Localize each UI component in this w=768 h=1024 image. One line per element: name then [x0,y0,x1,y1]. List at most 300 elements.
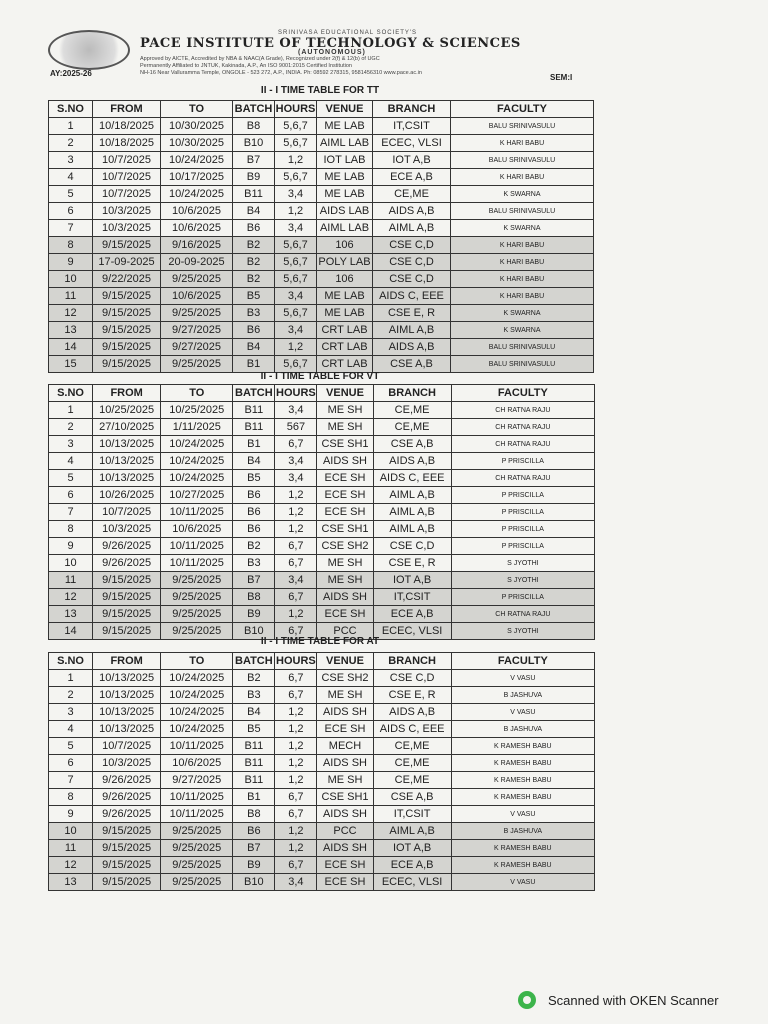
table-cell: 1,2 [275,606,317,623]
table-cell: B8 [233,806,275,823]
table-row [49,755,595,772]
table-cell: ECE SH [317,606,373,623]
table-cell: 10/7/2025 [93,504,161,521]
column-header: HOURS [275,385,317,402]
table-cell: 8 [49,789,93,806]
table-cell: 10/25/2025 [93,402,161,419]
table-cell: AIDS SH [317,453,373,470]
table-cell: CRT LAB [317,356,373,373]
column-header: BRANCH [373,101,451,118]
column-header: FROM [93,101,161,118]
table-cell: 14 [49,339,93,356]
table-cell: ME SH [317,572,373,589]
table-cell: 9/22/2025 [93,271,161,288]
table-cell: 1,2 [275,840,317,857]
academic-year: AY:2025-26 [50,69,92,78]
column-header: S.NO [49,101,93,118]
society-name: SRINIVASA EDUCATIONAL SOCIETY'S [278,30,418,36]
table-cell: 10/7/2025 [93,186,161,203]
table-cell: CSE SH1 [317,521,373,538]
table-cell: 9/26/2025 [93,538,161,555]
approval-line: Approved by AICTE, Accredited by NBA & NAAC(A Grade), Recognized under 2(f) & 12(b) of UGC [140,56,380,62]
table-cell: B1 [233,356,275,373]
table-cell: 9/25/2025 [161,271,233,288]
table-cell: B2 [233,271,275,288]
table-cell: 13 [49,874,93,891]
table-cell: 6,7 [275,538,317,555]
table-cell: ECE SH [317,857,373,874]
table-cell: B1 [233,789,275,806]
table-row [49,118,594,135]
table-cell: 6 [49,203,93,220]
table-cell: 1 [49,402,93,419]
table-cell: 6,7 [275,857,317,874]
table-cell: PCC [317,623,373,640]
table-cell: IOT A,B [373,572,451,589]
column-header: BATCH [233,101,275,118]
table-cell: B11 [233,772,275,789]
table-cell: K RAMESH BABU [451,772,594,789]
table-cell: K RAMESH BABU [451,789,594,806]
table-cell: 4 [49,169,93,186]
table-cell: B1 [233,436,275,453]
table-cell: ECE A,B [373,169,451,186]
table-row [49,823,595,840]
table-cell: CSE C,D [373,271,451,288]
table-row [49,857,595,874]
table-cell: 10/6/2025 [161,288,233,305]
table-cell: B11 [233,755,275,772]
table-cell: 106 [317,237,373,254]
table-cell: AIML A,B [373,487,451,504]
table-cell: CSE SH1 [317,789,373,806]
table-cell: 10/11/2025 [161,806,233,823]
table-cell: 12 [49,857,93,874]
table-cell: CSE SH2 [317,538,373,555]
table-cell: 10 [49,271,93,288]
table-cell: 9/25/2025 [161,823,233,840]
table-cell: 20-09-2025 [161,254,233,271]
table-cell: 4 [49,721,93,738]
table-cell: 9/25/2025 [161,840,233,857]
table-cell: 9/25/2025 [161,305,233,322]
table-cell: 9/27/2025 [161,772,233,789]
table-cell: CSE C,D [373,538,451,555]
autonomous-label: (AUTONOMOUS) [298,49,366,56]
column-header: S.NO [49,653,93,670]
table-cell: B3 [233,305,275,322]
table-row [49,254,594,271]
table-cell: 10/30/2025 [161,118,233,135]
table-cell: CSE C,D [373,237,451,254]
table-cell: 1 [49,670,93,687]
table-cell: 9/26/2025 [93,789,161,806]
table-row [49,772,595,789]
table-cell: 10/11/2025 [161,504,233,521]
table-cell: IT,CSIT [373,806,451,823]
table-cell: 12 [49,305,93,322]
table-cell: IT,CSIT [373,589,451,606]
table-cell: CSE A,B [373,436,451,453]
table-cell: 9 [49,806,93,823]
table-cell: 1,2 [275,704,317,721]
table-cell: 10/18/2025 [93,135,161,152]
table-row [49,589,595,606]
table-cell: B5 [233,721,275,738]
table-cell: 13 [49,322,93,339]
table-cell: CH RATNA RAJU [451,419,594,436]
table-cell: 3,4 [275,453,317,470]
table-row [49,538,595,555]
table-cell: 9/15/2025 [93,840,161,857]
table-cell: CH RATNA RAJU [451,436,594,453]
table-cell: B3 [233,687,275,704]
table-cell: 3,4 [275,186,317,203]
table-cell: 6,7 [275,589,317,606]
table-cell: 7 [49,504,93,521]
table-cell: B6 [233,504,275,521]
table-cell: CSE E, R [373,305,451,322]
table-cell: K HARI BABU [451,135,594,152]
table-cell: 10/7/2025 [93,152,161,169]
table-cell: 6 [49,755,93,772]
table-cell: K HARI BABU [451,271,594,288]
approval-line: NH-16 Near Valluramma Temple, ONGOLE - 523 272, A.P., INDIA. Ph: 08592 278315, 9581456310 www.pace.ac.in [140,70,422,76]
table-cell: 6,7 [275,670,317,687]
table-cell: 4 [49,453,93,470]
table-cell: ECEC, VLSI [373,135,451,152]
table-cell: B9 [233,606,275,623]
table-cell: 9/15/2025 [93,572,161,589]
table-cell: S JYOTHI [451,572,594,589]
table-cell: ECE SH [317,721,373,738]
table-cell: 9/15/2025 [93,606,161,623]
table-cell: 10/3/2025 [93,755,161,772]
table-cell: CE,ME [373,402,451,419]
column-header: VENUE [317,653,373,670]
table-row [49,419,595,436]
column-header: S.NO [49,385,93,402]
table-cell: 5,6,7 [275,118,317,135]
table-cell: 10/7/2025 [93,738,161,755]
table-cell: K HARI BABU [451,254,594,271]
table-cell: ME LAB [317,305,373,322]
table-row [49,220,594,237]
column-header: TO [161,385,233,402]
table-cell: 10/24/2025 [161,152,233,169]
table-cell: 10/3/2025 [93,220,161,237]
oken-scanner-icon [518,991,536,1009]
table-cell: B6 [233,521,275,538]
table-cell: AIML A,B [373,521,451,538]
table-cell: 9/25/2025 [161,857,233,874]
table-cell: ECE SH [317,874,373,891]
table-cell: 11 [49,288,93,305]
table-cell: 10/11/2025 [161,538,233,555]
table-cell: V VASU [451,806,594,823]
table-cell: 3,4 [275,220,317,237]
table-cell: ME SH [317,555,373,572]
table-cell: P PRISCILLA [451,521,594,538]
column-header: FROM [93,653,161,670]
table-cell: 1,2 [275,152,317,169]
table-cell: AIML A,B [373,220,451,237]
table-cell: 10/26/2025 [93,487,161,504]
table-cell: 9/15/2025 [93,823,161,840]
table-cell: 10/24/2025 [161,470,233,487]
table-cell: IOT A,B [373,152,451,169]
table-header-row [49,385,595,402]
table-cell: ME SH [317,419,373,436]
approval-line: Permanently Affiliated to JNTUK, Kakinada, A.P., An ISO 9001:2015 Certified Institution [140,63,352,69]
table-cell: 9/25/2025 [161,356,233,373]
table-cell: 9/15/2025 [93,857,161,874]
table-cell: K HARI BABU [451,288,594,305]
table-title-tt: II - I TIME TABLE FOR TT [260,85,380,96]
column-header: TO [161,653,233,670]
table-cell: 9/26/2025 [93,772,161,789]
table-cell: 106 [317,271,373,288]
table-cell: 5,6,7 [275,254,317,271]
table-cell: 1,2 [275,772,317,789]
table-cell: 10/13/2025 [93,453,161,470]
table-cell: 10/24/2025 [161,721,233,738]
table-title-at: II - I TIME TABLE FOR AT [260,636,380,647]
table-cell: CSE C,D [373,254,451,271]
column-header: VENUE [317,101,373,118]
table-cell: 10/6/2025 [161,521,233,538]
table-cell: 3 [49,436,93,453]
table-cell: 9/15/2025 [93,356,161,373]
table-cell: ECEC, VLSI [373,623,451,640]
table-cell: P PRISCILLA [451,589,594,606]
table-cell: AIDS A,B [373,453,451,470]
table-cell: B10 [233,135,275,152]
table-cell: 5 [49,470,93,487]
table-cell: 6,7 [275,555,317,572]
column-header: FACULTY [451,385,594,402]
table-cell: 1,2 [275,738,317,755]
table-cell: 9/27/2025 [161,322,233,339]
table-cell: 6,7 [275,806,317,823]
table-cell: B10 [233,874,275,891]
table-cell: 9/25/2025 [161,874,233,891]
table-row [49,453,595,470]
table-cell: 17-09-2025 [93,254,161,271]
table-cell: 10/24/2025 [161,186,233,203]
table-cell: B9 [233,857,275,874]
table-cell: AIDS A,B [373,203,451,220]
table-cell: 9/27/2025 [161,339,233,356]
table-cell: B7 [233,572,275,589]
approval-text [140,56,590,77]
table-cell: BALU SRINIVASULU [451,356,594,373]
table-cell: IOT A,B [373,840,451,857]
table-cell: 8 [49,237,93,254]
table-cell: B11 [233,738,275,755]
table-cell: B11 [233,186,275,203]
column-header: BATCH [233,385,275,402]
table-cell: K SWARNA [451,322,594,339]
table-cell: S JYOTHI [451,623,594,640]
table-cell: 9/25/2025 [161,623,233,640]
table-cell: B6 [233,322,275,339]
table-cell: B JASHUVA [451,823,594,840]
table-cell: S JYOTHI [451,555,594,572]
table-header-row [49,653,595,670]
table-row [49,322,594,339]
table-cell: 5 [49,738,93,755]
table-cell: PCC [317,823,373,840]
table-cell: 9/25/2025 [161,606,233,623]
table-cell: ECE SH [317,487,373,504]
table-cell: ECE A,B [373,857,451,874]
document-header [48,30,588,74]
table-cell: CE,ME [373,755,451,772]
table-cell: B5 [233,470,275,487]
table-cell: 10/24/2025 [161,687,233,704]
table-cell: 10/24/2025 [161,704,233,721]
column-header: FACULTY [451,101,594,118]
table-cell: 1,2 [275,339,317,356]
table-cell: 1,2 [275,203,317,220]
table-cell: MECH [317,738,373,755]
table-cell: CSE E, R [373,687,451,704]
table-row [49,402,595,419]
table-cell: AIDS C, EEE [373,288,451,305]
table-cell: 9/16/2025 [161,237,233,254]
table-cell: 1/11/2025 [161,419,233,436]
table-cell: 10/11/2025 [161,738,233,755]
table-cell: 10/13/2025 [93,721,161,738]
table-cell: P PRISCILLA [451,504,594,521]
table-cell: 10/27/2025 [161,487,233,504]
table-cell: CSE A,B [373,356,451,373]
table-cell: 5,6,7 [275,237,317,254]
timetable-tt [48,100,594,373]
column-header: BATCH [233,653,275,670]
table-cell: 9/15/2025 [93,288,161,305]
table-row [49,704,595,721]
table-row [49,555,595,572]
table-row [49,806,595,823]
semester: SEM:I [550,73,573,82]
table-cell: B8 [233,589,275,606]
table-header-row [49,101,594,118]
table-cell: 10/6/2025 [161,203,233,220]
table-cell: B JASHUVA [451,721,594,738]
table-cell: POLY LAB [317,254,373,271]
table-cell: 15 [49,356,93,373]
table-cell: 10/24/2025 [161,670,233,687]
table-cell: 10/25/2025 [161,402,233,419]
table-cell: 567 [275,419,317,436]
table-cell: 6,7 [275,789,317,806]
table-cell: B7 [233,152,275,169]
column-header: FACULTY [451,653,594,670]
table-title-vt: II - I TIME TABLE FOR VT [260,371,380,382]
table-cell: 10/3/2025 [93,203,161,220]
table-row [49,305,594,322]
table-cell: CH RATNA RAJU [451,402,594,419]
table-row [49,874,595,891]
column-header: HOURS [275,101,317,118]
table-cell: 10/13/2025 [93,670,161,687]
table-cell: BALU SRINIVASULU [451,339,594,356]
table-cell: 5,6,7 [275,271,317,288]
table-cell: 14 [49,623,93,640]
table-row [49,521,595,538]
table-cell: P PRISCILLA [451,487,594,504]
table-cell: 3,4 [275,322,317,339]
timetable-vt [48,384,595,640]
table-row [49,356,594,373]
table-cell: K HARI BABU [451,169,594,186]
table-cell: K RAMESH BABU [451,840,594,857]
table-cell: 2 [49,135,93,152]
table-row [49,339,594,356]
table-cell: 10/13/2025 [93,687,161,704]
table-cell: K SWARNA [451,186,594,203]
table-cell: 9/25/2025 [161,572,233,589]
table-cell: CE,ME [373,419,451,436]
table-cell: BALU SRINIVASULU [451,203,594,220]
table-row [49,135,594,152]
table-cell: AIDS C, EEE [373,470,451,487]
table-cell: 3,4 [275,874,317,891]
table-cell: BALU SRINIVASULU [451,152,594,169]
table-cell: B2 [233,670,275,687]
table-cell: AIDS SH [317,755,373,772]
table-cell: B3 [233,555,275,572]
table-cell: B10 [233,623,275,640]
table-cell: CSE SH2 [317,670,373,687]
table-row [49,572,595,589]
table-row [49,152,594,169]
table-cell: 6 [49,487,93,504]
table-cell: ECEC, VLSI [373,874,451,891]
table-cell: 6,7 [275,623,317,640]
table-cell: 1,2 [275,521,317,538]
table-cell: 10/11/2025 [161,789,233,806]
table-cell: CE,ME [373,772,451,789]
table-cell: CE,ME [373,186,451,203]
table-cell: 1,2 [275,504,317,521]
table-cell: AIML LAB [317,220,373,237]
table-row [49,840,595,857]
table-cell: 11 [49,572,93,589]
table-cell: 9/26/2025 [93,555,161,572]
column-header: TO [161,101,233,118]
table-row [49,670,595,687]
table-cell: B9 [233,169,275,186]
table-row [49,687,595,704]
table-row [49,470,595,487]
table-row [49,271,594,288]
table-cell: 3,4 [275,402,317,419]
table-cell: CH RATNA RAJU [451,470,594,487]
table-row [49,169,594,186]
table-cell: 9/25/2025 [161,589,233,606]
table-cell: CSE A,B [373,789,451,806]
table-cell: 9/15/2025 [93,237,161,254]
table-cell: IOT LAB [317,152,373,169]
table-cell: 5,6,7 [275,356,317,373]
table-cell: 1 [49,118,93,135]
table-cell: AIML LAB [317,135,373,152]
table-cell: 10/6/2025 [161,220,233,237]
table-cell: 10/24/2025 [161,453,233,470]
